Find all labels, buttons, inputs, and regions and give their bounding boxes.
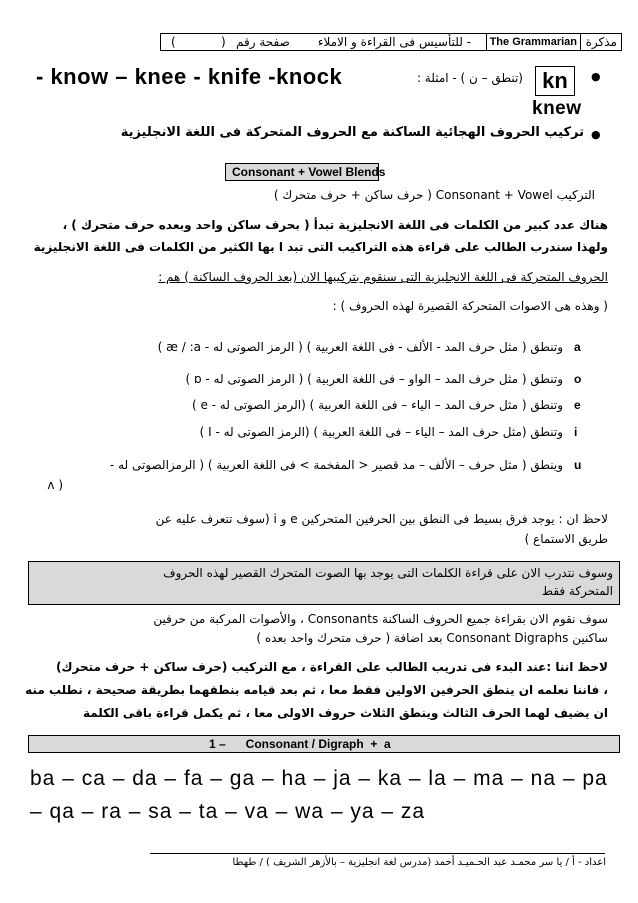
vowel-description: ( ʌ — [47, 478, 63, 492]
grey-note-line2: المتحركة فقط — [541, 584, 613, 598]
vowel-description: وينطق ( مثل حرف – الألف – مد قصير < المفخمة > فى اللغة العربية ) ( الرمزالصوتى له - — [109, 458, 563, 472]
section4-line2: ، فاننا نعلمه ان ينطق الحرفين الاولين فقط معا ، ثم بعد قيامه بنطقهما بطريقة صحيحة ، نطلب منه — [25, 683, 608, 697]
bullet-icon: ● — [591, 70, 601, 83]
page-paren-open: ( — [171, 35, 176, 49]
short-vowels-intro: ( وهذه هى الاصوات المتحركة القصيرة لهذه الحروف ) : — [332, 299, 608, 313]
blend-title: Consonant + Vowel Blends — [232, 165, 386, 179]
section3-line1: سوف نقوم الان بقراءة جميع الحروف الساكنة Consonants ، والأصوات المركبة من حرفين — [153, 612, 608, 626]
note1-line1: لاحظ ان : يوجد فرق بسيط فى النطق بين الحرفين المتحركين e و i (سوف تتعرف عليه عن — [155, 512, 608, 526]
pronounce-text: (تنطق – ن ) - امثلة : — [416, 71, 523, 85]
kn-examples: - know – knee - knife -knock — [36, 64, 343, 89]
structure-line: التركيب Consonant + Vowel ( حرف ساكن + حرف متحرك ) — [273, 188, 595, 202]
grey-note-line1: وسوف نتدرب الان على قراءة الكلمات التى يوجد بها الصوت المتحرك القصير لهذه الحروف — [163, 566, 613, 580]
page-label: صفحة رقم — [236, 35, 290, 49]
note1-line2: طريق الاستماع ) — [524, 532, 608, 546]
section4-line3: ان يضيف لهما الحرف الثالث وينطق الثلاث حروف الاولى معا ، ثم يكمل قراءة باقى الكلمة — [82, 706, 608, 720]
vowel-letter: o — [574, 372, 582, 386]
section4-line1: لاحظ اننا :عند البدء فى تدريب الطالب على القراءة ، مع التركيب (حرف ساكن + حرف متحرك) — [56, 660, 608, 674]
letters-line1: ba – ca – da – fa – ga – ha – ja – ka – la – ma – na – pa — [30, 767, 608, 790]
kn-extra-word: knew — [532, 98, 582, 119]
grey-note-box — [28, 561, 620, 605]
footer-divider — [150, 853, 605, 854]
para1-line2: ولهذا سندرب الطالب على قراءة هذه التراكيب التى تبد ا بها الكثير من الكلمات فى اللغة الانجليزية — [33, 240, 608, 254]
vowels-intro: الحروف المتحركة فى اللغة الانجليزية التى سنقوم بتركيبها الان (بعد الحروف الساكنة ) هم : — [158, 270, 608, 284]
blend-title-box — [225, 163, 386, 181]
digraph-bar — [28, 735, 620, 753]
blends-heading: تركيب الحروف الهجائية الساكنة مع الحروف المتحركة فى اللغة الانجليزية — [120, 125, 584, 140]
vowel-description: وتنطق ( مثل حرف المد – الواو – فى اللغة العربية ) ( الرمز الصوتى له - ɒ ) — [185, 372, 563, 386]
page-paren-close: ) — [221, 35, 226, 49]
kn-box: kn — [535, 66, 575, 96]
vowel-letter: i — [574, 425, 578, 439]
vowel-letter: u — [574, 458, 582, 472]
vowel-description: وتنطق ( مثل حرف المد – الياء – فى اللغة العربية ) (الرمز الصوتى له - e ) — [191, 398, 563, 412]
footer-credit: اعداد - أ / يا سر محمـد عبد الحـميـد أحمد (مدرس لغة انجليزية – بالأزهر الشريف ) / طهطا — [232, 857, 606, 868]
vowel-letter: a — [574, 340, 581, 354]
header-subtitle: - للتأسيس فى القراءة و الاملاء — [317, 35, 471, 49]
para1-line1: هناك عدد كبير من الكلمات فى اللغة الانجليزية تبدأ ( بحرف ساكن واحد وبعده حرف متحرك ) ، — [62, 218, 608, 232]
vowel-letter: e — [574, 398, 581, 412]
digraph-label: 1 – Consonant / Digraph + a — [209, 737, 391, 751]
section3-line2: ساكنين Consonant Digraphs بعد اضافة ( حرف متحرك واحد بعده ) — [256, 631, 608, 645]
notes-label: مذكرة — [585, 35, 617, 49]
vowel-description: وتنطق ( مثل حرف المد - الألف - فى اللغة العربية ) ( الرمز الصوتى له - æ / :a ) — [157, 340, 563, 354]
header-title: The Grammarian — [486, 34, 581, 50]
vowel-description: وتنطق (مثل حرف المد – الياء – فى اللغة العربية ) (الرمز الصوتى له - I ) — [199, 425, 563, 439]
header-bar — [160, 33, 622, 51]
letters-line2: – qa – ra – sa – ta – va – wa – ya – za — [30, 800, 426, 823]
bullet-icon: ● — [591, 128, 601, 141]
